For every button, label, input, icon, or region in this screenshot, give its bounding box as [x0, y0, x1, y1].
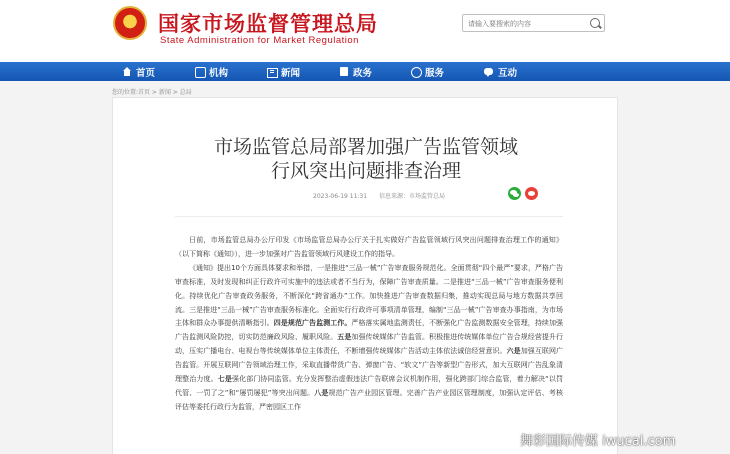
article-title — [113, 135, 619, 183]
article-paragraph: 《通知》提出10个方面具体要求和举措，一是推进“三品一械”广告审查服务规范化。全面贯彻“四个最严”要求，严格广告审查标准，及时发现和纠正行政许可实施中的违法或者不当行为，保障广告审查质量。二是推进“三品一械”广告审查服务便利化。持续优化广告审查政务服务，不断深化“跨省通办”工作。加快推进广告审查数据归集，推动实现总局与地方数据共享回流。三是推进“三品一械”广告审查服务标准化。全面实行行政许可事项清单管理，编制“三品一械”广告审查办事指南，为市场主体和群众办事提供清晰指引。四是规范广告监测工作。严格落实属地监测责任，不断强化广告监测数据安全管理，持续加强广告监测风险防控，切实防范廉政风险、履职风险。五是加强传统媒体广告监管。积极推进传统媒体单位广告合规经营提升行动，压实广播电台、电视台等传统媒体单位主体责任，不断增强传统媒体广告活动主体依法诚信经营意识。六是加强互联网广告监管。开展互联网广告领域治理工作，采取直播带货广告、弹窗广告、“软文”广告等新型广告形式，加大互联网广告乱象清理整治力度。七是强化部门协同监管。充分发挥整治虚假违法广告联席会议机制作用，强化跨部门综合监管，着力解决“以罚代管、一罚了之”和“屡罚屡犯”等突出问题。八是规范广告产业园区管理。完善广告产业园区管理制度，加强认定评估、考核评估等委托行政行为监管，严密园区工作 — [175, 263, 564, 411]
article-meta — [313, 191, 455, 200]
site-subtitle-en: State Administration for Market Regulation — [160, 35, 359, 46]
divider — [175, 216, 563, 217]
site-title[interactable]: 国家市场监督管理总局 — [158, 12, 378, 36]
article-card — [112, 97, 618, 454]
gov-icon — [339, 67, 349, 77]
weibo-share-icon[interactable] — [525, 187, 538, 200]
nav-item-label: 服务 — [425, 67, 445, 79]
article-paragraph: 日前，市场监管总局办公厅印发《市场监管总局办公厅关于扎实做好广告监管领域行风突出问题排查治理工作的通知》（以下简称《通知》），进一步加强对广告监管领域行风建设工作的指导。 — [175, 236, 563, 258]
nav-item-news[interactable] — [267, 62, 300, 81]
interaction-icon — [484, 67, 494, 77]
site-header — [0, 0, 730, 62]
search-input[interactable] — [468, 17, 586, 30]
search-icon[interactable] — [590, 18, 600, 28]
news-icon — [267, 67, 277, 77]
article-source: 信息来源：市场监管总局 — [379, 193, 446, 200]
nav-item-home[interactable] — [122, 62, 155, 81]
nav-item-label: 新闻 — [281, 67, 301, 79]
national-emblem-icon[interactable] — [113, 6, 147, 40]
org-icon — [195, 67, 205, 77]
article-body — [175, 234, 563, 415]
article-date: 2023-06-19 11:31 — [313, 193, 368, 200]
nav-item-label: 政务 — [353, 67, 373, 79]
nav-item-label: 机构 — [209, 67, 229, 79]
breadcrumb[interactable]: 您的位置:首页 > 新闻 > 总局 — [112, 89, 192, 96]
service-icon — [411, 67, 421, 77]
article-title-line2: 行风突出问题排查治理 — [270, 160, 461, 182]
nav-item-label: 互动 — [498, 67, 518, 79]
watermark: 舞彩国际传媒 iwucai.com — [520, 434, 676, 449]
article-title-line1: 市场监管总局部署加强广告监管领域 — [213, 136, 518, 158]
nav-item-label: 首页 — [136, 67, 156, 79]
nav-item-interaction[interactable] — [484, 62, 517, 81]
main-nav — [0, 62, 730, 81]
nav-item-org[interactable] — [195, 62, 228, 81]
wechat-share-icon[interactable] — [508, 187, 521, 200]
nav-item-service[interactable] — [411, 62, 444, 81]
nav-item-gov[interactable] — [339, 62, 372, 81]
search-box — [462, 14, 605, 32]
home-icon — [122, 67, 132, 77]
